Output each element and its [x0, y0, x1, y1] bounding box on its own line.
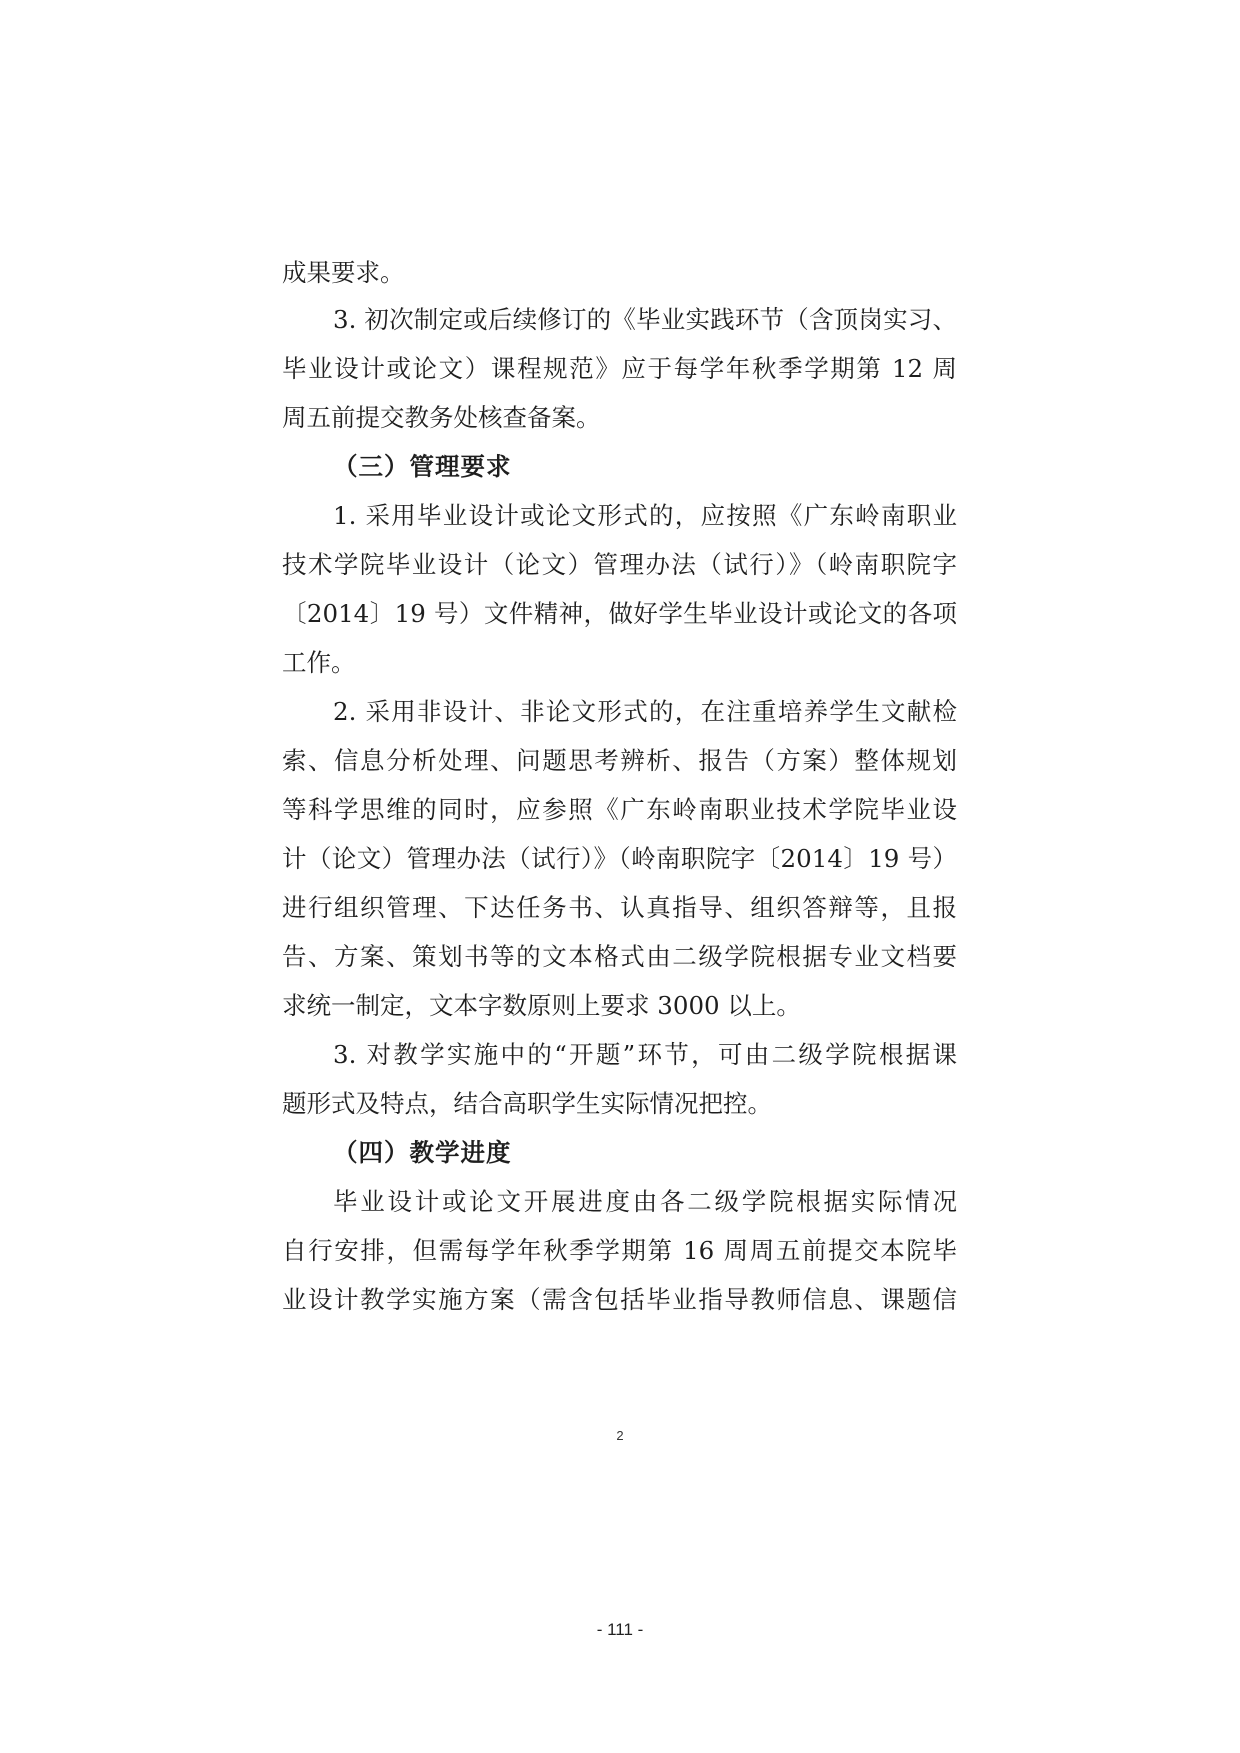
body-line: 工作。	[282, 648, 356, 677]
body-line: 毕业设计或论文开展进度由各二级学院根据实际情况	[333, 1187, 957, 1216]
body-line: 周五前提交教务处核查备案。	[282, 403, 601, 432]
body-line: 〔2014〕19 号）文件精神，做好学生毕业设计或论文的各项	[282, 599, 957, 628]
section-heading: （三）管理要求	[333, 452, 512, 481]
body-line: 业设计教学实施方案（需含包括毕业指导教师信息、课题信	[282, 1285, 957, 1314]
body-line: 1. 采用毕业设计或论文形式的，应按照《广东岭南职业	[333, 501, 957, 530]
body-line: 毕业设计或论文）课程规范》应于每学年秋季学期第 12 周	[282, 354, 957, 383]
section-heading: （四）教学进度	[333, 1138, 512, 1167]
body-line: 求统一制定，文本字数原则上要求 3000 以上。	[282, 991, 801, 1020]
body-line: 进行组织管理、下达任务书、认真指导、组织答辩等，且报	[282, 893, 957, 922]
body-line: 题形式及特点，结合高职学生实际情况把控。	[282, 1089, 772, 1118]
body-line: 告、方案、策划书等的文本格式由二级学院根据专业文档要	[282, 942, 957, 971]
body-line: 自行安排，但需每学年秋季学期第 16 周周五前提交本院毕	[282, 1236, 957, 1265]
page-number: 2	[616, 1428, 624, 1443]
body-line: 计（论文）管理办法（试行）》（岭南职院字〔2014〕19 号）	[282, 844, 957, 873]
body-line: 2. 采用非设计、非论文形式的，在注重培养学生文献检	[333, 697, 957, 726]
body-line: 3. 初次制定或后续修订的《毕业实践环节（含顶岗实习、	[333, 305, 957, 334]
body-line: 等科学思维的同时，应参照《广东岭南职业技术学院毕业设	[282, 795, 957, 824]
body-line: 技术学院毕业设计（论文）管理办法（试行）》（岭南职院字	[282, 550, 957, 579]
footer-page-number: - 111 -	[596, 1620, 644, 1639]
body-line: 索、信息分析处理、问题思考辨析、报告（方案）整体规划	[282, 746, 957, 775]
body-line: 成果要求。	[282, 258, 405, 287]
body-line: 3. 对教学实施中的“开题”环节，可由二级学院根据课	[333, 1040, 957, 1069]
